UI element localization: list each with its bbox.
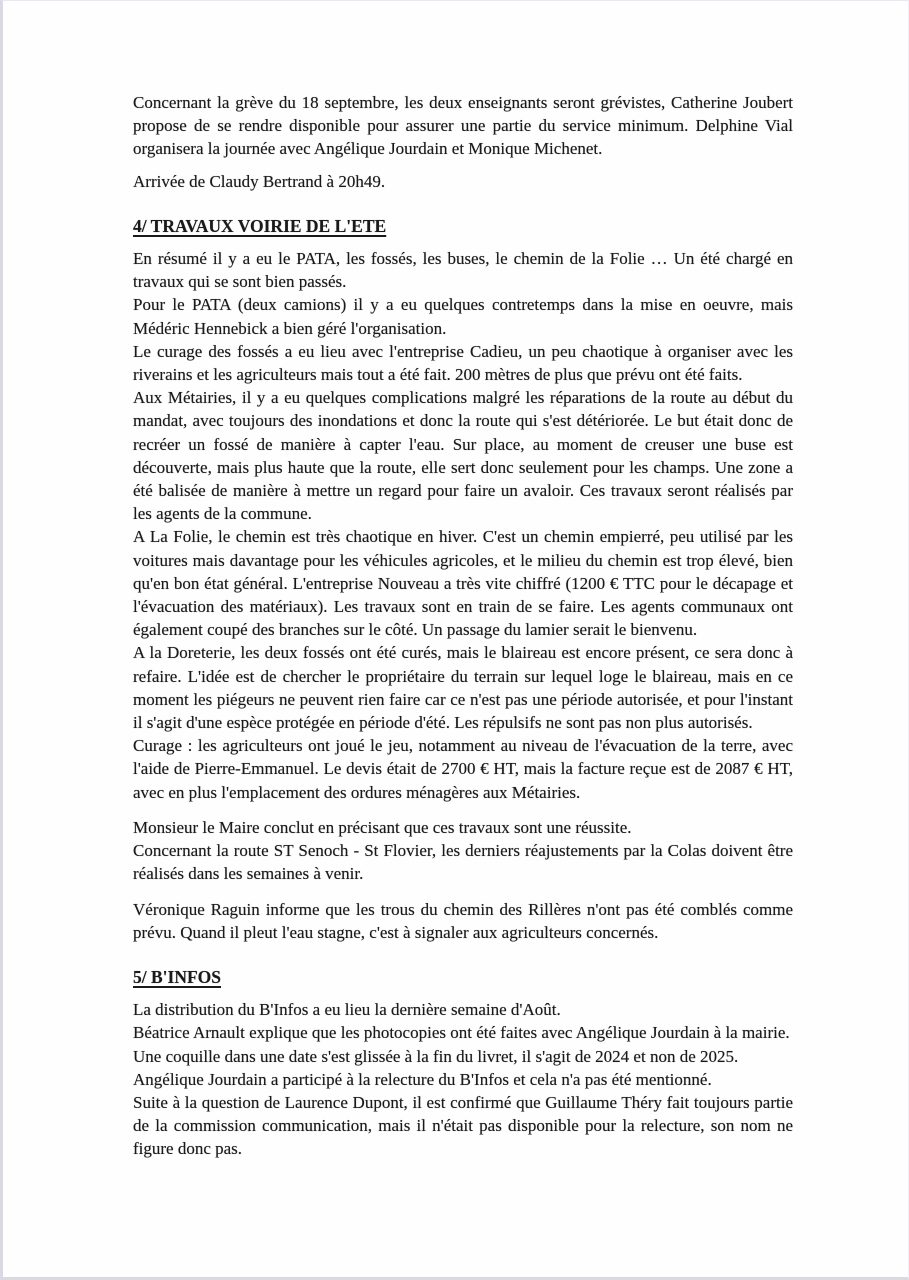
paragraph-la-folie: A La Folie, le chemin est très chaotique en hiver. C'est un chemin empierré, peu utilisé par les voitures mais davantage pour les véhicules agricoles, et le milieu du chemin est trop élevé, bien qu'en bon état général. L'entreprise Nouveau a très vite chiffré (1200 € TTC pour le décapage et l'évacuation des matériaux). Les travaux sont en train de se faire. Les agents communaux ont également coupé des branches sur le côté. Un passage du lamier serait le bienvenu. (133, 527, 793, 640)
paragraph-distribution-binfos: La distribution du B'Infos a eu lieu la dernière semaine d'Août. (133, 1000, 561, 1020)
paragraph-coquille-date: Une coquille dans une date s'est glissée à la fin du livret, il s'agit de 2024 et non de 2025. (133, 1046, 739, 1066)
paragraph-doreterie: A la Doreterie, les deux fossés ont été curés, mais le blaireau est encore présent, ce sera donc à refaire. L'idée est de chercher le propriétaire du terrain sur lequel loge le blaireau, mais en ce moment les piégeurs ne peuvent rien faire car ce n'est pas une période autorisée, et pour l'instant il s'agit d'une espèce protégée en période d'été. Les répulsifs ne sont pas non plus autorisés. (133, 643, 793, 733)
paragraph-metairies: Aux Métairies, il y a eu quelques complications malgré les réparations de la route au début du mandat, avec toujours des inondations et donc la route qui s'est détériorée. Le but était donc de recréer un fossé de manière à capter l'eau. Sur place, au moment de creuser une buse est découverte, mais plus haute que la route, elle sert donc seulement pour les champs. Une zone a été balisée de manière à mettre un regard pour faire un avaloir. Ces travaux seront réalisés par les agents de la commune. (133, 388, 793, 524)
paragraph-curage-devis: Curage : les agriculteurs ont joué le jeu, notamment au niveau de l'évacuation de la terre, avec l'aide de Pierre-Emmanuel. Le devis était de 2700 € HT, mais la facture reçue est de 2087 € HT, avec en plus l'emplacement des ordures ménagères aux Métairies. (133, 736, 793, 802)
arrival-note: Arrivée de Claudy Bertrand à 20h49. (133, 171, 386, 191)
paragraph-photocopies: Béatrice Arnault explique que les photocopies ont été faites avec Angélique Jourdain à la mairie. (133, 1023, 790, 1043)
section-heading-binfos: 5/ B'INFOS (133, 966, 222, 987)
paragraph-resume-ete: En résumé il y a eu le PATA, les fossés, les buses, le chemin de la Folie … Un été chargé en travaux qui se sont bien passés. (133, 249, 793, 292)
paragraph-curage-fosses: Le curage des fossés a eu lieu avec l'entreprise Cadieu, un peu chaotique à organiser avec les riverains et les agriculteurs mais tout a été fait. 200 mètres de plus que prévu ont été faits. (133, 341, 793, 385)
intro-paragraph-strike: Concernant la grève du 18 septembre, les deux enseignants seront grévistes, Catherine Joubert propose de se rendre disponible pour assurer une partie du service minimum. Delphine Vial organisera la journée avec Angélique Jourdain et Monique Michenet. (133, 93, 793, 159)
paragraph-chemin-rilleres: Véronique Raguin informe que les trous du chemin des Rillères n'ont pas été comblés comme prévu. Quand il pleut l'eau stagne, c'est à signaler aux agriculteurs concernés. (133, 899, 793, 942)
section-heading-travaux-voirie: 4/ TRAVAUX VOIRIE DE L'ETE (133, 215, 387, 236)
paragraph-conclusion-maire: Monsieur le Maire conclut en précisant que ces travaux sont une réussite. (133, 817, 632, 837)
paragraph-pata: Pour le PATA (deux camions) il y a eu quelques contretemps dans la mise en oeuvre, mais Médéric Hennebick a bien géré l'organisation. (133, 295, 793, 338)
paragraph-relecture-jourdain: Angélique Jourdain a participé à la relecture du B'Infos et cela n'a pas été mentionné. (133, 1069, 712, 1089)
paragraph-route-senoch-flovier: Concernant la route ST Senoch - St Flovier, les derniers réajustements par la Colas doivent être réalisés dans les semaines à venir. (133, 841, 793, 884)
paragraph-commission-communication: Suite à la question de Laurence Dupont, il est confirmé que Guillaume Théry fait toujours partie de la commission communication, mais il n'était pas disponible pour la relecture, son nom ne figure donc pas. (133, 1092, 793, 1159)
